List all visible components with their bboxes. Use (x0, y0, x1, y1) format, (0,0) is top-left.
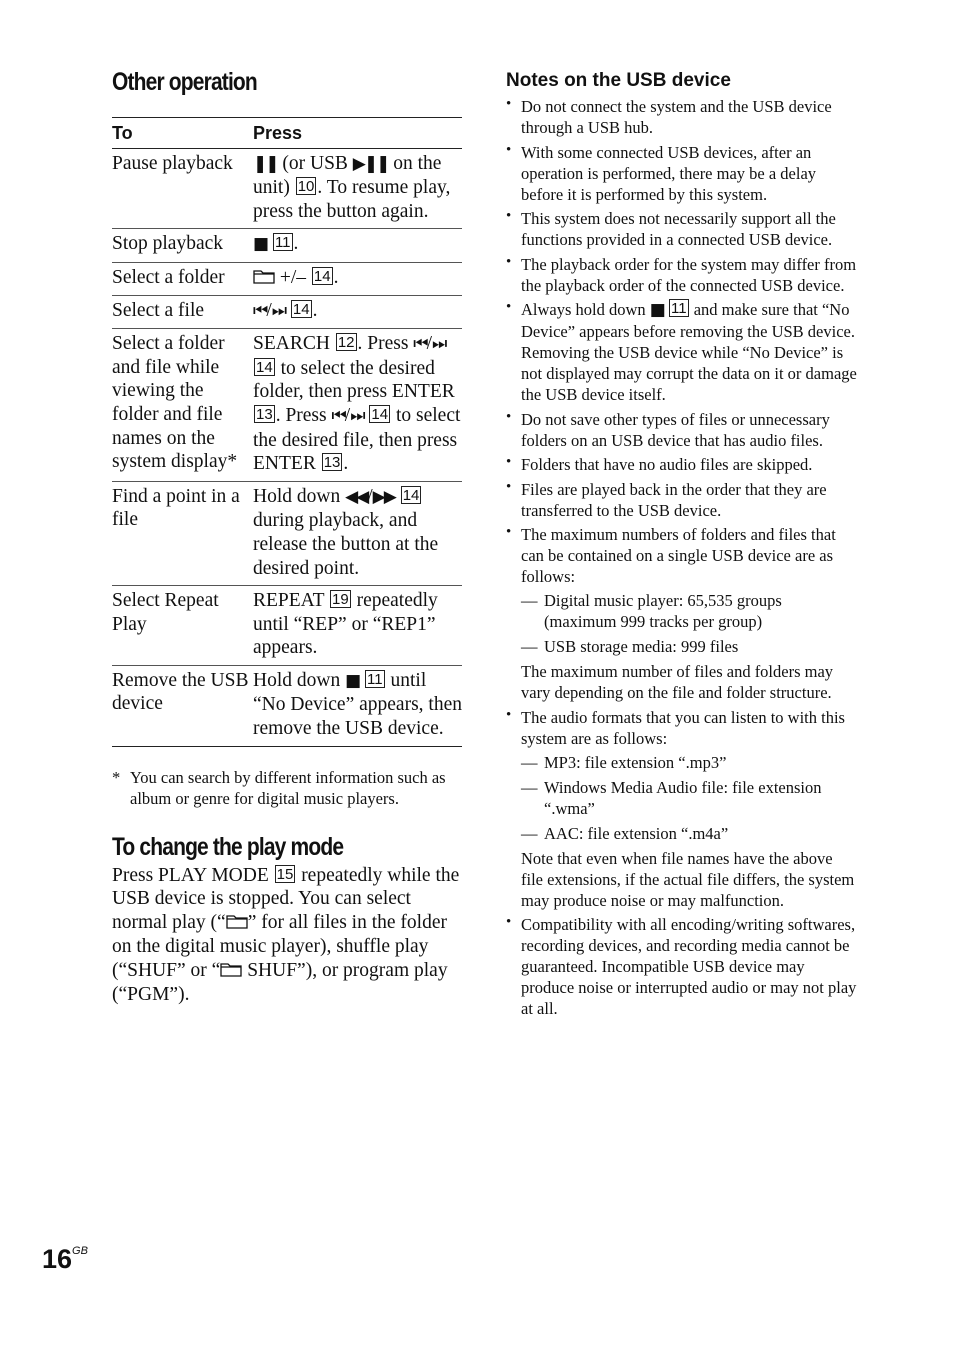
key-number-badge: 13 (323, 454, 341, 472)
sublist-item (521, 590, 858, 632)
key-number-badge: 14 (256, 358, 273, 376)
folder-icon (220, 962, 242, 977)
footnote (112, 767, 462, 809)
sublist-text: Digital music player: 65,535 groups (maximum 999 tracks per group) (544, 591, 782, 631)
table-row (112, 329, 462, 482)
dash-mark: — (521, 637, 538, 656)
note-item (506, 914, 858, 1019)
text-run: on the unit) (253, 152, 442, 199)
note-text: The maximum numbers of folders and files that can be contained on a single USB device are as follows: (521, 525, 836, 586)
bullet: • (506, 914, 512, 930)
bullet: • (506, 478, 512, 495)
button-symbol: ❚❚ (253, 153, 278, 174)
press-cell (253, 262, 462, 295)
section-heading-play-mode: To change the play mode (112, 832, 344, 861)
table-row (112, 586, 462, 666)
text-run: . (312, 299, 318, 321)
note-followup-text: The maximum number of files and folders may vary depending on the file and folder structure. (521, 662, 834, 702)
dash-mark: — (521, 823, 538, 843)
sublist-item (521, 752, 858, 773)
text-run (359, 670, 364, 691)
sublist-item (521, 636, 858, 657)
button-symbol: ■ (253, 234, 268, 255)
text-run (395, 486, 400, 507)
button-symbol: ⏮ (331, 405, 345, 426)
note-item (506, 707, 858, 911)
note-text: The audio formats that you can listen to with this system are as follows: (521, 707, 845, 748)
folder-icon (226, 914, 248, 929)
sublist-text: AAC: file extension “.m4a” (544, 823, 729, 843)
key-number-badge: 14 (292, 300, 310, 318)
text-run: / (426, 333, 433, 355)
button-symbol: ■ (649, 300, 664, 320)
text-run: . (333, 266, 339, 288)
footnote-text: You can search by different information such as album or genre for digital music players. (130, 767, 446, 808)
operation-cell: Select a folder (112, 262, 253, 295)
note-text: Do not save other types of files or unnecessary folders on an USB device that has audio files. (521, 409, 830, 450)
bullet: • (506, 408, 512, 425)
usb-notes-list (506, 96, 858, 1019)
table-row (112, 262, 462, 295)
button-symbol: ◀◀ (345, 486, 368, 507)
section-heading-usb-notes: Notes on the USB device (506, 70, 731, 91)
text-run: and make sure that “No Device” appears before removing the USB device. Removing the USB device while “No Device” is not displayed may corrupt the data on it or damage the USB device itself. (521, 300, 857, 404)
button-symbol: ⏭ (350, 405, 364, 426)
operation-cell: Pause playback (112, 148, 253, 229)
text-run: / (367, 485, 373, 507)
dash-mark: — (521, 591, 538, 610)
press-cell (253, 665, 462, 746)
column-header-to: To (112, 118, 253, 149)
dash-mark: — (521, 777, 538, 797)
page-number (42, 1244, 88, 1275)
text-run: during playback, and release the button at the desired point. (253, 510, 439, 579)
operation-cell: Stop playback (112, 229, 253, 263)
page-number-value: 16 (42, 1244, 73, 1274)
operations-table-body (112, 148, 462, 746)
note-text: With some connected USB devices, after an operation is performed, there may be a delay before it is performed by this system. (521, 142, 817, 204)
sublist-text: Windows Media Audio file: file extension “.wma” (544, 777, 822, 818)
left-column (112, 68, 462, 1006)
button-symbol: ⏭ (432, 334, 446, 355)
text-run: Press PLAY MODE (112, 864, 274, 886)
bullet: • (506, 706, 512, 723)
note-text: Folders that have no audio files are skipped. (521, 455, 813, 474)
key-number-badge: 19 (332, 591, 349, 609)
operation-cell: Find a point in a file (112, 481, 253, 585)
press-cell (253, 295, 462, 329)
press-cell (253, 229, 462, 263)
note-item (506, 299, 858, 405)
operation-cell: Select a file (112, 295, 253, 329)
dash-mark: — (521, 752, 538, 772)
page-number-suffix: GB (72, 1245, 88, 1257)
button-symbol: ⏭ (271, 300, 286, 321)
text-run: . Press (275, 404, 332, 426)
key-number-badge: 12 (337, 334, 355, 352)
note-item (506, 524, 858, 703)
operation-cell: Remove the USB device (112, 665, 253, 746)
note-text: Compatibility with all encoding/writing softwares, recording devices, and recording media cannot be guaranteed. Incompatible USB device may produce noise or interrupted audio or may not play at all. (521, 915, 857, 1018)
note-text (521, 300, 857, 404)
footnote-mark: * (112, 767, 121, 787)
text-run: repeatedly until “REP” or “REP1” appears. (253, 590, 438, 659)
note-text: This system does not necessarily support all the functions provided in a connected USB device. (521, 209, 836, 249)
note-text: Do not connect the system and the USB device through a USB hub. (521, 97, 832, 137)
table-row (112, 148, 462, 229)
text-run: Hold down (253, 669, 346, 691)
key-number-badge: 11 (274, 234, 291, 252)
press-cell (253, 481, 462, 585)
sublist-item (521, 777, 858, 819)
key-number-badge: 14 (402, 486, 420, 504)
button-symbol: ⏮ (253, 300, 267, 321)
column-header-press: Press (253, 118, 462, 149)
text-run: to select the desired file, then press ENTER (253, 404, 461, 475)
operation-cell: Select Repeat Play (112, 586, 253, 666)
text-run: / (344, 404, 351, 426)
note-sublist (521, 752, 858, 844)
bullet: • (506, 524, 512, 540)
table-row (112, 295, 462, 329)
text-run: repeatedly while the USB device is stopped. You can select normal play (“ (112, 864, 460, 934)
note-text: The playback order for the system may differ from the playback order of the connected USB device. (521, 254, 857, 295)
text-run: / (266, 299, 272, 321)
text-run: ” for all files in the folder on the digital music player), shuffle play (“SHUF” or “ (112, 912, 447, 981)
section-heading-other-operation: Other operation (112, 68, 257, 96)
text-run: Always hold down (521, 300, 650, 319)
text-run: . (343, 453, 349, 475)
key-number-badge: 13 (256, 405, 273, 423)
note-item (506, 409, 858, 451)
text-run: until “No Device” appears, then remove the USB device. (253, 669, 462, 740)
note-item (506, 454, 858, 475)
sublist-text: USB storage media: 999 files (544, 637, 739, 656)
note-item (506, 142, 858, 205)
text-run: . Press (357, 333, 414, 355)
bullet: • (506, 208, 512, 224)
text-run: (or USB (277, 152, 353, 174)
text-run: to select the desired folder, then press ENTER (253, 357, 455, 403)
text-run: . (293, 233, 299, 255)
text-run (285, 300, 290, 321)
text-run (664, 300, 668, 319)
bullet: • (506, 454, 512, 470)
table-row (112, 229, 462, 263)
table-header-row (112, 118, 462, 149)
note-item (506, 208, 858, 250)
note-sublist (521, 590, 858, 657)
bullet: • (506, 299, 512, 315)
text-run: +/– (275, 266, 311, 288)
key-number-badge: 15 (276, 865, 294, 883)
key-number-badge: 11 (670, 300, 687, 317)
note-text: Files are played back in the order that they are transferred to the USB device. (521, 479, 827, 520)
press-cell (253, 148, 462, 229)
note-item (506, 479, 858, 521)
button-symbol: ▶❚❚ (352, 153, 389, 174)
text-run: SEARCH (253, 333, 335, 355)
press-cell (253, 586, 462, 666)
button-symbol: ■ (345, 670, 360, 691)
note-item (506, 254, 858, 296)
operation-cell: Select a folder and file while viewing the folder and file names on the system display* (112, 329, 253, 482)
note-item (506, 96, 858, 138)
press-cell (253, 329, 462, 482)
bullet: • (506, 253, 512, 270)
button-symbol: ⏮ (413, 334, 427, 355)
table-row (112, 481, 462, 585)
key-number-badge: 14 (313, 267, 331, 285)
sublist-text: MP3: file extension “.mp3” (544, 752, 727, 772)
right-column (506, 70, 858, 1023)
note-followup-text: Note that even when file names have the above file extensions, if the actual file differs, the system may produce noise or may malfunction. (521, 848, 855, 910)
text-run: REPEAT (253, 590, 330, 612)
sublist-item (521, 823, 858, 844)
key-number-badge: 14 (371, 405, 389, 423)
operations-table (112, 117, 462, 747)
text-run: . To resume play, press the button again. (253, 177, 451, 222)
text-run (267, 233, 272, 254)
text-run: SHUF”), or program play (“PGM”). (112, 959, 448, 1005)
text-run (364, 405, 369, 426)
play-mode-paragraph (112, 864, 462, 1007)
bullet: • (506, 96, 512, 112)
key-number-badge: 11 (367, 670, 383, 688)
bullet: • (506, 141, 512, 158)
folder-icon (253, 269, 275, 284)
button-symbol: ▶▶ (372, 486, 395, 507)
text-run: Hold down (253, 485, 346, 507)
table-row (112, 665, 462, 746)
key-number-badge: 10 (297, 178, 315, 196)
